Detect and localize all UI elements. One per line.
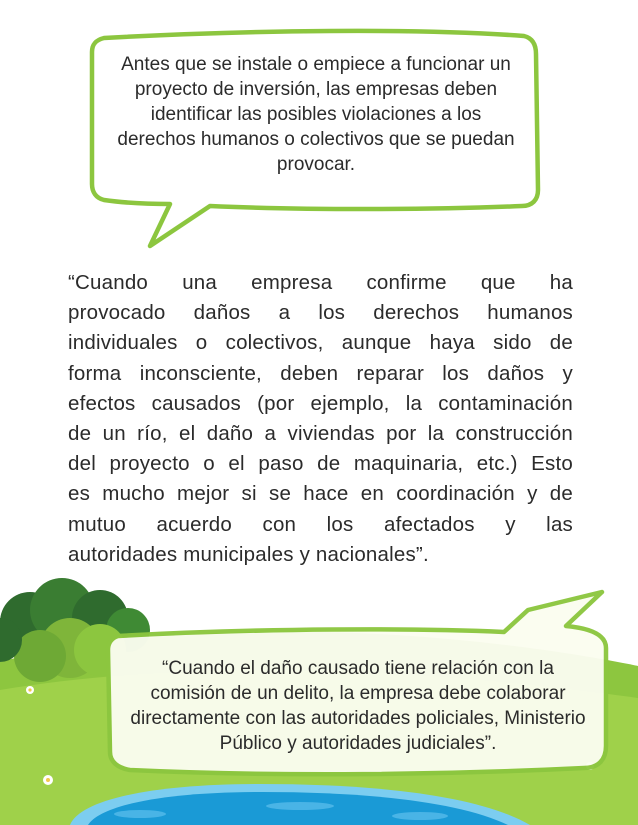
quote-line: provocado daños a los derechos humanos	[68, 301, 573, 325]
top-bubble-text: Antes que se instale o empiece a funcionar un proyecto de inversión, las empresas deben identificar las posibles violaciones a los derechos humanos o colectivos que se puedan provocar.	[117, 54, 515, 175]
main-quote	[68, 268, 573, 570]
quote-line: “Cuando una empresa confirme que ha	[68, 271, 573, 294]
quote-line: mutuo acuerdo con los afectados y las	[68, 512, 573, 536]
quote-line: forma inconsciente, deben reparar los daños y	[68, 361, 573, 385]
quote-line: del proyecto o el paso de maquinaria, etc.) Esto	[68, 452, 573, 476]
quote-line: es mucho mejor si se hace en coordinación y de	[68, 482, 573, 506]
quote-line: de un río, el daño a viviendas por la construcción	[68, 422, 573, 446]
quote-line: autoridades municipales y nacionales”.	[68, 542, 429, 566]
bottom-bubble-text: “Cuando el daño causado tiene relación con la comisión de un delito, la empresa debe colaborar directamente con las autoridades policiales, Ministerio Público y autoridades judiciales”.	[130, 658, 586, 754]
quote-line: efectos causados (por ejemplo, la contaminación	[68, 391, 573, 415]
quote-line: individuales o colectivos, aunque haya sido de	[68, 331, 573, 355]
